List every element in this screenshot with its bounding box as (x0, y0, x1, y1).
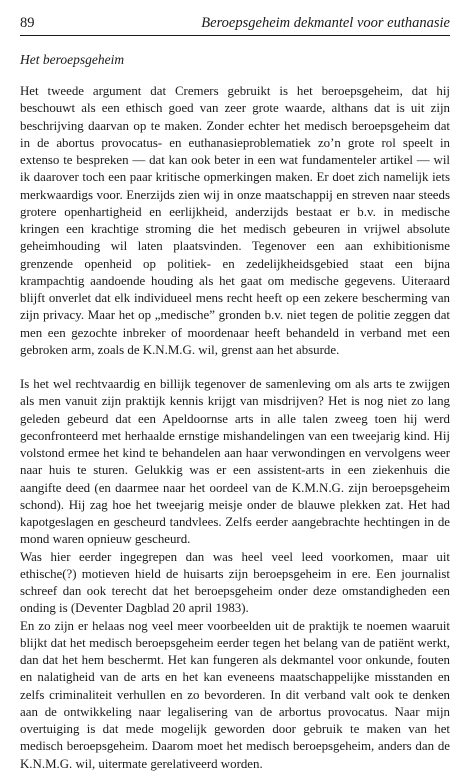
section-heading: Het beroepsgeheim (20, 52, 125, 67)
paragraph-2: Is het wel rechtvaardig en billijk tegenover de samenleving om als arts te zwijgen als men vanuit zijn praktijk kennis krijgt van misdrijven? Het is nog niet zo lang geleden gebeurd dat een Apeldoornse arts in alle talen zweeg toen hij werd geconfronteerd met herhaalde ernstige mishandelingen van een tweejarig kind. Hij volstond ermee het kind te behandelen aan haar verwondingen en vervolgens weer naar huis te sturen. Gelukkig was er een assistent-arts in een ziekenhuis die aangifte deed (en daarmee naar het oordeel van de K.M.N.G. zijn beroepsgeheim schond). Hij zag hoe het tweejarig meisje onder de blauwe plekken zat. Het had kapotgeslagen en gescheurd tandvlees. Zelfs eerder aangebrachte hechtingen in de mond waren opnieuw gescheurd. (20, 377, 450, 547)
running-head (20, 14, 450, 36)
running-title: Beroepsgeheim dekmantel voor euthanasie (201, 15, 450, 31)
paragraph-3: Was hier eerder ingegrepen dan was heel veel leed voorkomen, maar uit ethische(?) motieven hield de huisarts zijn beroepsgeheim in ere. Een journalist schreef dan ook terecht dat het beroepsgeheim onder deze omstandigheden een onding is (Deventer Dagblad 20 april 1983). (20, 549, 450, 616)
page-number: 89 (20, 15, 35, 31)
book-page (20, 14, 450, 773)
paragraph-1: Het tweede argument dat Cremers gebruikt is het beroepsgeheim, dat hij beschouwt als een ethisch goed van zeer grote waarde, althans dat is uit zijn beschrijving daarvan op te maken. Zonder echter het medisch beroepsgeheim dat in de abortus provocatus- en euthanasieproblematiek zo’n grote rol speelt in extenso te bespreken — dat kan ook beter in een wat fundamenteler artikel — wil ik daarover toch een paar kritische opmerkingen maken. Er doet zich namelijk iets merkwaardigs voor. Enerzijds zien wij in onze maatschappij en streven naar steeds grotere openhartigheid en eerlijkheid, anderzijds bestaat er b.v. in medische kringen een krachtige stroming die het medisch gebeuren in vrijwel absolute geheimhouding wil laten plaatsvinden. Tegenover een aan exhibitionisme grenzende openheid op politiek- en zedelijkheidsgebied staat een bijna krampachtig aandoende houding als het gaat om medische gegevens. Uiteraard blijft onverlet dat elk individueel mens recht heeft op een zekere bescherming van zijn privacy. Maar het op „medische” gronden b.v. niet tegen de politie zeggen dat men een gezochte inbreker of moordenaar heeft behandeld in verband met een gebroken arm, zoals de K.N.M.G. wil, grenst aan het absurde. (20, 84, 450, 357)
paragraph-4: En zo zijn er helaas nog veel meer voorbeelden uit de praktijk te noemen waaruit blijkt dat het medisch beroepsgeheim eerder tegen het belang van de patiënt werkt, dan dat het hem beschermt. Het kan fungeren als dekmantel voor onkunde, fouten en nalatigheid van de arts en het kan eveneens maatschappelijke misstanden en zelfs criminaliteit verhullen en zo bevorderen. In dit verband valt ook te denken aan de ontwikkeling naar legalisering van de arbortus provocatus. Naar mijn overtuiging is dat mede mogelijk geworden door gebruik te maken van het medisch beroepsgeheim. Daarom moet het medisch beroepsgeheim, anders dan de K.N.M.G. wil, uitermate gerelativeerd worden. (20, 618, 450, 771)
paragraph-spacer (20, 359, 450, 376)
